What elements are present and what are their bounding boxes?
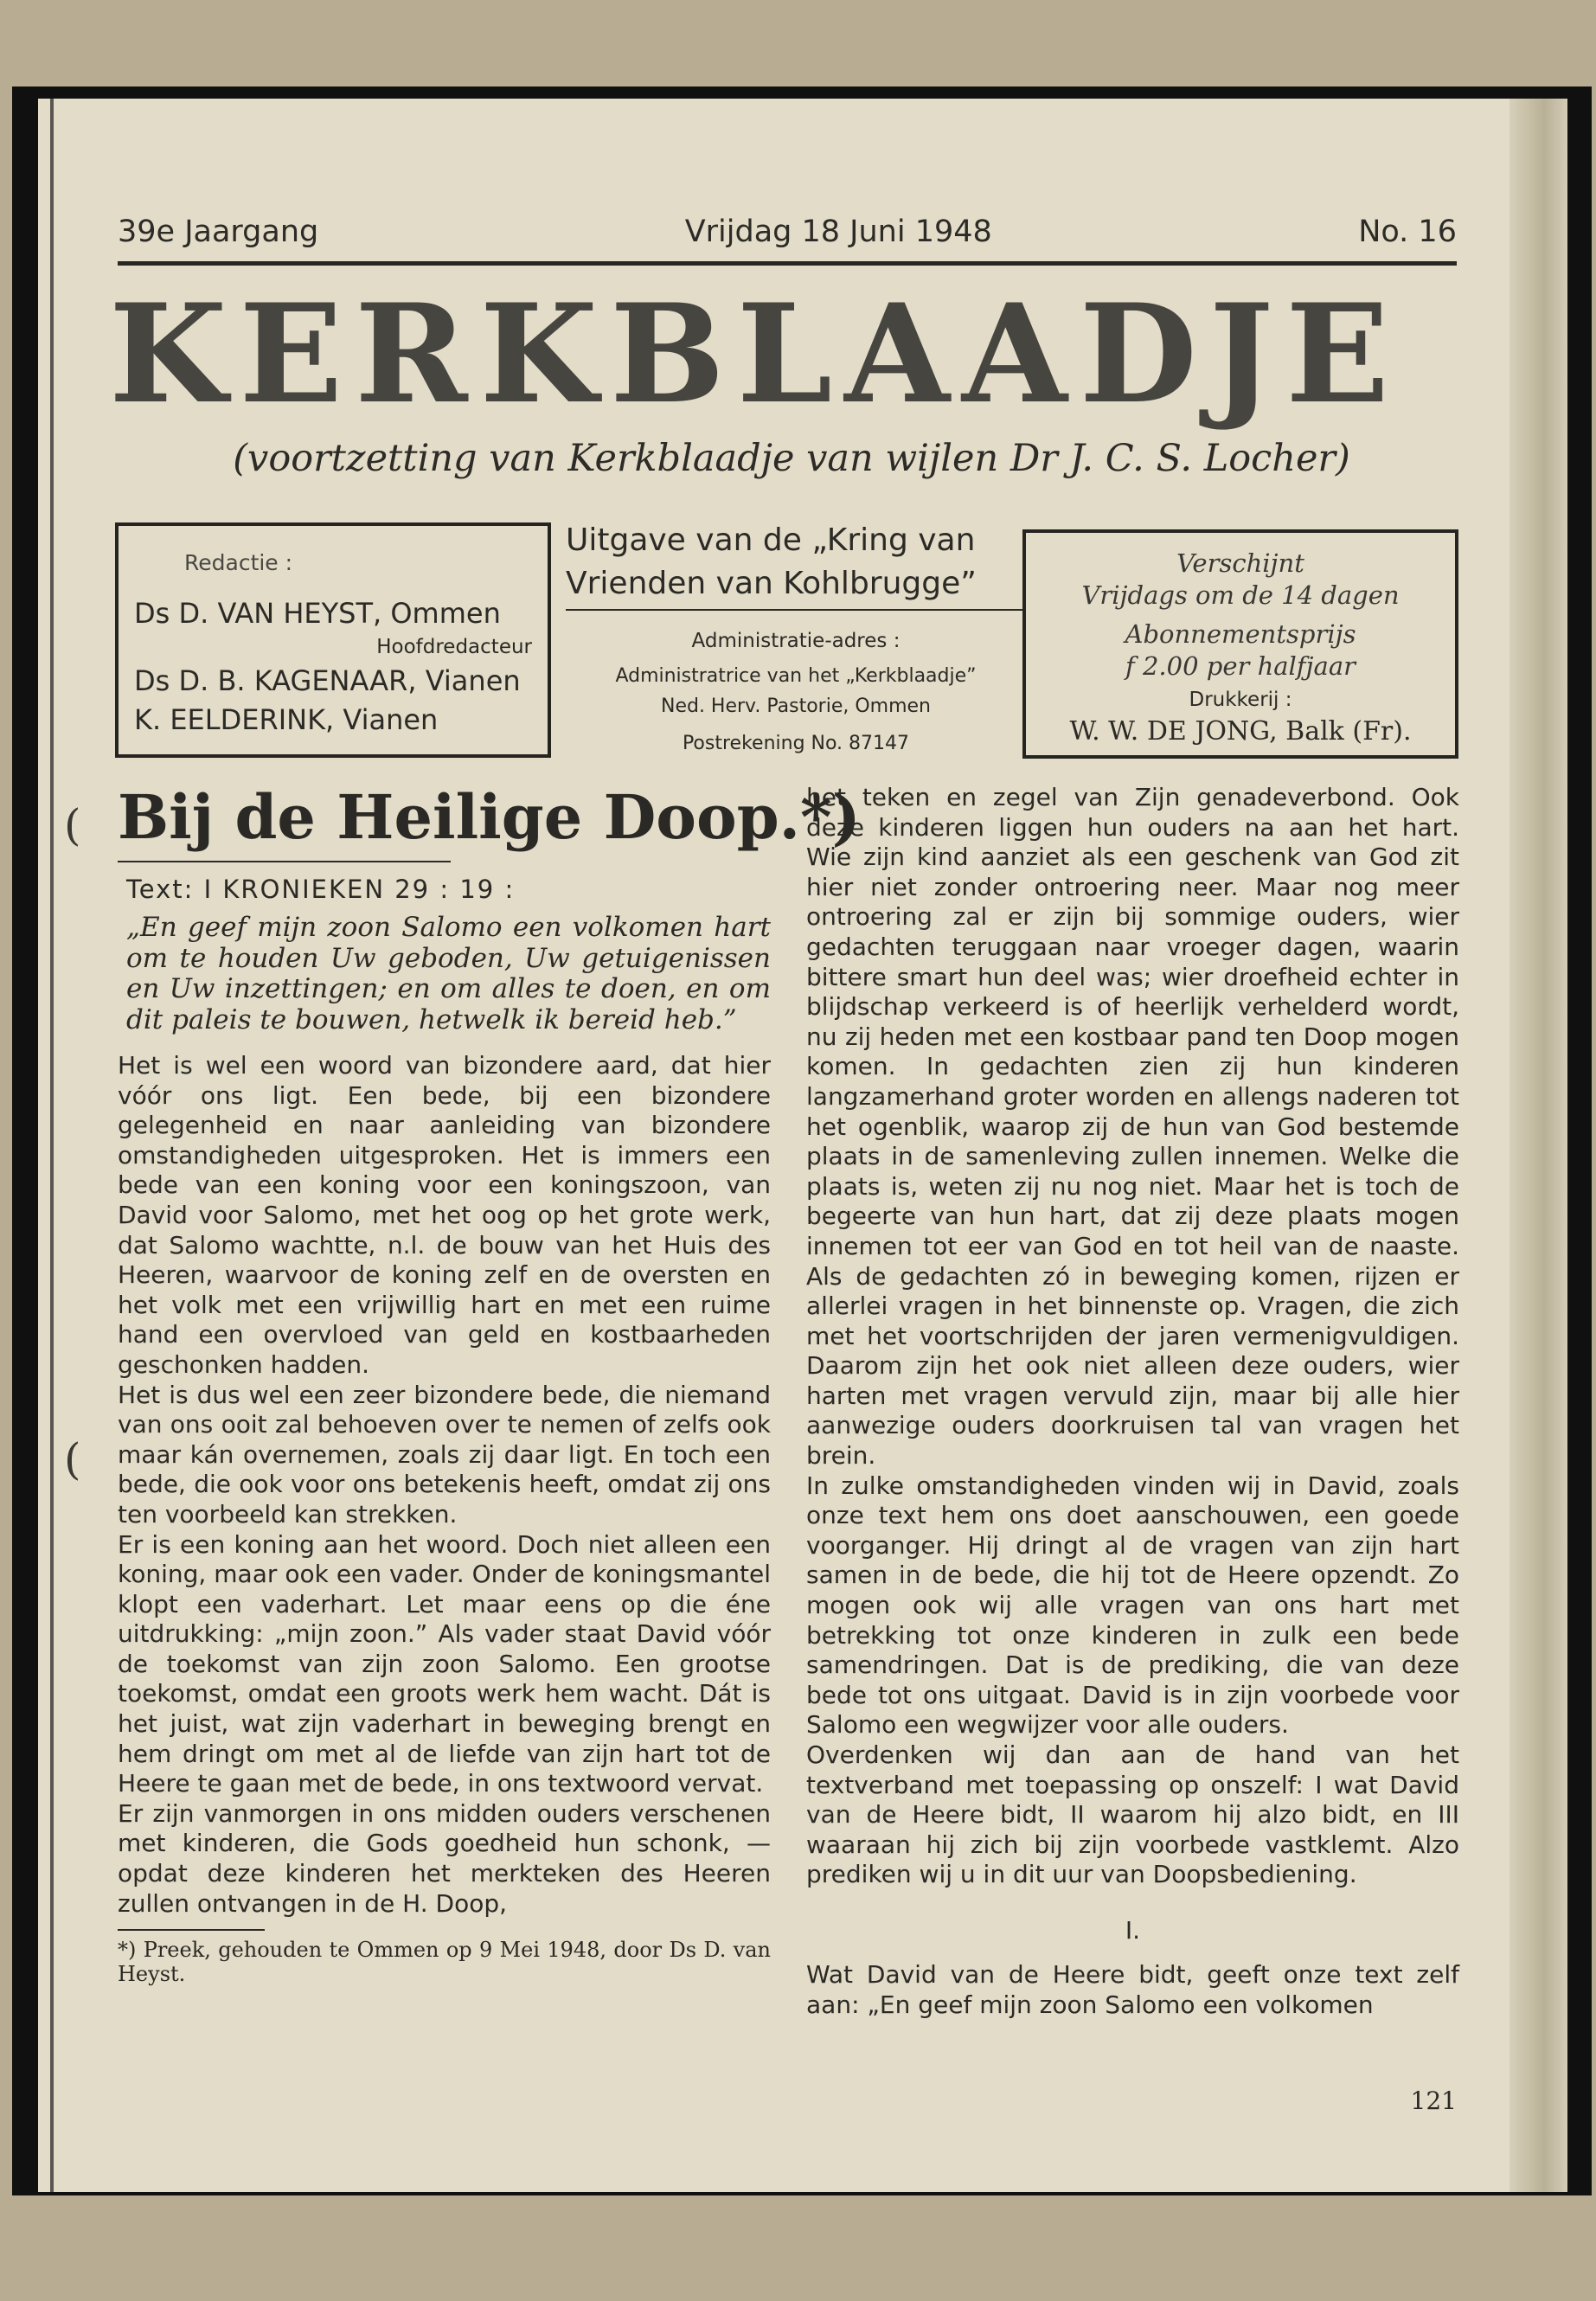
- paragraph: Overdenken wij dan aan de hand van het textverband met toepassing op onszelf: I wat David van de Heere bidt, II waarom hij alzo bidt, en III waaraan hij zich bij zijn voorbede vastklemt. Alzo prediken wij u in dit uur van Doopsbediening.: [806, 1740, 1459, 1889]
- publisher-rule: [566, 609, 1026, 611]
- issue-date: Vrijdag 18 Juni 1948: [684, 215, 992, 249]
- admin-label: Administratie-adres :: [691, 630, 901, 652]
- paragraph: Er zijn vanmorgen in ons midden ouders verschenen met kinderen, die Gods goedheid hun schonk, — opdat deze kinderen het merkteken des Heeren zullen ontvangen in de H. Doop,: [118, 1798, 771, 1918]
- editor-1-role: Hoofdredacteur: [376, 636, 532, 658]
- footnote: *) Preek, gehouden te Ommen op 9 Mei 1948, door Ds D. van Heyst.: [118, 1938, 771, 1987]
- newspaper-title: KERKBLAADJE: [109, 275, 1401, 434]
- title-rule: [118, 861, 451, 862]
- subscription-box: [1022, 529, 1458, 759]
- publisher-block: [566, 522, 1026, 765]
- newspaper-subtitle: (voortzetting van Kerkblaadje van wijlen Dr J. C. S. Locher): [233, 437, 1350, 480]
- postrekening: Postrekening No. 87147: [682, 733, 910, 754]
- right-column: [806, 783, 1459, 2119]
- admin-line-2: Ned. Herv. Pastorie, Ommen: [660, 695, 931, 717]
- paragraph: In zulke omstandigheden vinden wij in David, zoals onze text hem ons doet aanschouwen, een goede voorganger. Hij dringt al de vragen van zijn hart samen in de bede, die hij tot de Heere opzendt. Zo mogen ook wij alle vragen van ons hart met betrekking tot onze kinderen in zulk een bede samendringen. Dat is de prediking, die van deze bede tot ons uitgaat. David is in zijn voorbede voor Salomo een wegwijzer voor alle ouders.: [806, 1471, 1459, 1740]
- paragraph: Er is een koning aan het woord. Doch niet alleen een koning, maar ook een vader. Onder de koningsmantel klopt een vaderhart. Let maar eens op die éne uitdrukking: „mijn zoon.” Als vader staat David vóór de toekomst van zijn zoon Salomo. Een grootse toekomst, omdat een groots werk hem wacht. Dát is het juist, wat zijn vaderhart in beweging brengt en hem dringt om met al de liefde van zijn hart tot de Heere te gaan met de bede, in ons textwoord vervat.: [118, 1529, 771, 1798]
- frequency: Vrijdags om de 14 dagen: [1081, 580, 1400, 610]
- paragraph: Het is wel een woord van bizondere aard, dat hier vóór ons ligt. Een bede, bij een bizondere gelegenheid en naar aanleiding van bizondere omstandigheden uitgesproken. Het is immers een bede van een koning voor een koningszoon, van David voor Salomo, met het oog op het grote werk, dat Salomo wachtte, n.l. de bouw van het Huis des Heeren, waarvoor de koning zelf en de oversten en het volk met een vrijwillig hart en met een ruime hand een overvloed van geld en kostbaarheden geschonken hadden.: [118, 1051, 771, 1379]
- footnote-rule: [118, 1929, 265, 1931]
- paragraph: Het is dus wel een zeer bizondere bede, die niemand van ons ooit zal behoeven over te nemen of zelfs ook maar kán overnemen, zoals zij daar ligt. En toch een bede, die ook voor ons betekenis heeft, omdat zij ons ten voorbeeld kan strekken.: [118, 1380, 771, 1529]
- editor-2: Ds D. B. KAGENAAR, Vianen: [134, 664, 521, 697]
- article-title: Bij de Heilige Doop.*): [118, 781, 861, 853]
- editor-3: K. EELDERINK, Vianen: [134, 703, 439, 736]
- bible-reference: Text: I KRONIEKEN 29 : 19 :: [126, 875, 516, 904]
- editorial-box: [115, 522, 551, 758]
- page-edge: [1509, 99, 1567, 2192]
- subscription-label: Abonnementsprijs: [1125, 619, 1356, 649]
- left-column: [118, 781, 861, 2119]
- bible-quote: „En geef mijn zoon Salomo een volkomen hart om te houden Uw geboden, Uw getuigenissen en Uw inzettingen; en om alles te doen, en om dit paleis te bouwen, hetwelk ik bereid heb.”: [126, 912, 771, 1035]
- printer-label: Drukkerij :: [1189, 689, 1292, 711]
- masthead-rule: [118, 261, 1457, 266]
- publisher-line-2: Vrienden van Kohlbrugge”: [566, 566, 977, 601]
- section-number: I.: [1125, 1915, 1141, 1945]
- page-number: 121: [1410, 2086, 1457, 2115]
- paragraph: Wat David van de Heere bidt, geeft onze text zelf aan: „En geef mijn zoon Salomo een volkomen: [806, 1959, 1459, 2019]
- publisher-line-1: Uitgave van de „Kring van: [566, 522, 976, 558]
- margin-mark: (: [64, 800, 81, 850]
- printer-name: W. W. DE JONG, Balk (Fr).: [1069, 716, 1412, 747]
- volume-label: 39e Jaargang: [118, 215, 319, 249]
- issue-number: No. 16: [1358, 215, 1457, 249]
- paragraph: het teken en zegel van Zijn genadeverbond. Ook deze kinderen liggen hun ouders na aan het hart. Wie zijn kind aanziet als een geschenk van God zit hier niet zonder ontroering neer. Maar nog meer ontroering zal er zijn bij sommige ouders, wier gedachten teruggaan naar vroeger dagen, waarin bittere smart hun deel was; wier droefheid echter in blijdschap verkeerd is of heerlijk verhelderd wordt, nu zij heden met een kostbaar pand ten Doop mogen komen. In gedachten zien zij hun kinderen langzamerhand groter worden en allengs naderen tot het ogenblik, waarop zij de hun van God bestemde plaats in de samenleving zullen innemen. Welke die plaats is, weten zij nu nog niet. Maar het is toch de begeerte van hun hart, dat zij deze plaats mogen innemen tot eer van God en tot heil van de naaste. Als de gedachten zó in beweging komen, rijzen er allerlei vragen in het binnenste op. Vragen, die zich met het voortschrijden der jaren vermenigvuldigen. Daarom zijn het ook niet alleen deze ouders, wier harten met vragen vervuld zijn, maar bij alle hier aanwezige ouders doorkruisen tal van vragen het brein.: [806, 783, 1459, 1471]
- subscription-price: f 2.00 per halfjaar: [1125, 651, 1356, 681]
- margin-mark: (: [64, 1434, 81, 1484]
- editorial-label: Redactie :: [184, 550, 293, 575]
- verschijnt-label: Verschijnt: [1176, 548, 1304, 578]
- admin-line-1: Administratrice van het „Kerkblaadje”: [615, 665, 977, 687]
- editor-1: Ds D. VAN HEYST, Ommen: [134, 597, 501, 630]
- binding-line: [50, 99, 54, 2192]
- masthead: [118, 208, 1457, 249]
